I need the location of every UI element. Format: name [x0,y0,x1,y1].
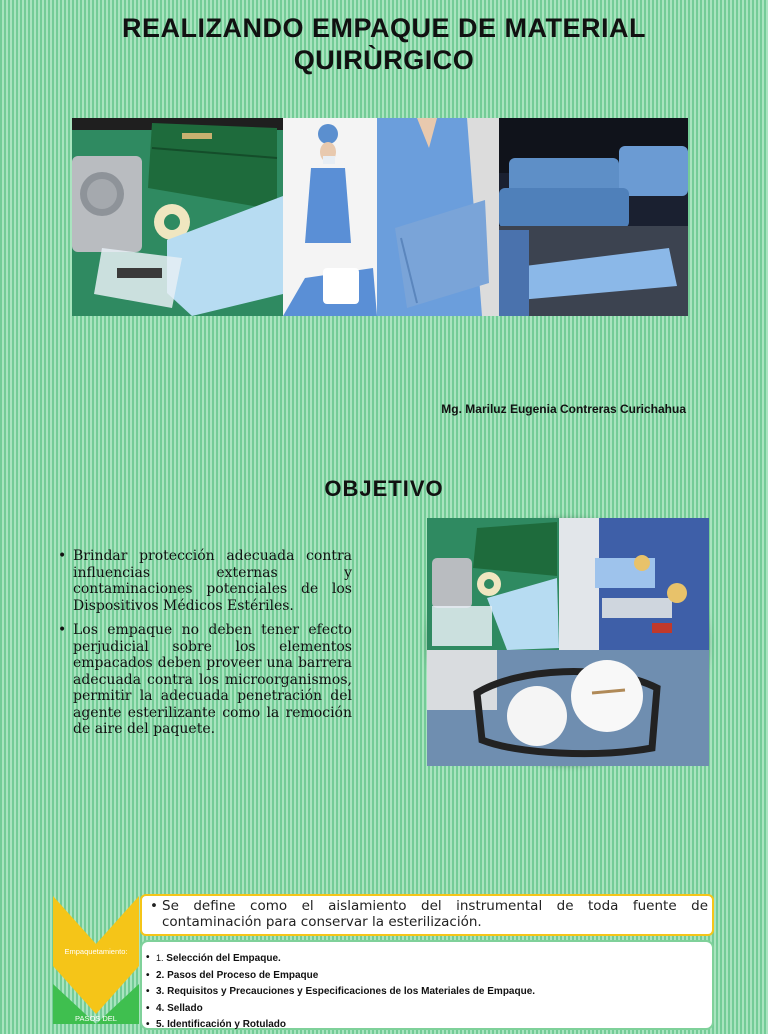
photo-sterile-kit [72,118,283,316]
chevron-top-label: Empaquetamiento: [64,947,128,956]
chevron-column [53,896,139,1024]
objective-bullet-1: • Brindar protección adecuada contra influencias externas y contaminaciones potenciales de los Dispositivos Médicos Estériles. [58,548,352,614]
chevron-bottom-label: PASOS DEL [75,1014,117,1023]
slide-title-line1: REALIZANDO EMPAQUE DE MATERIAL [122,13,646,43]
objective-bullets [58,548,352,746]
steps-list [146,950,706,1034]
steps-box [140,940,714,1030]
step-item-1 [146,950,706,968]
step-item-3-text: 3. Requisitos y Precauciones y Especificaciones de los Materiales de Empaque. [156,986,536,997]
step-item-2 [146,968,706,985]
author-name: Mg. Mariluz Eugenia Contreras Curichahua [441,402,686,416]
definition-box [140,894,714,936]
packaging-photo-collage [72,118,688,316]
definition-text: • Se define como el aislamiento del instrumental de toda fuente de contaminación para conservar la esterilización. [150,898,708,930]
step-item-5 [146,1017,706,1034]
step-item-4 [146,1001,706,1018]
photo-nurse-wrapping [283,118,377,316]
slide-title-line2: QUIRÙRGICO [293,45,475,75]
slide-title [40,12,728,76]
step-item-1-text: Selección del Empaque. [166,953,281,964]
objective-photo-oval [427,518,709,766]
step-item-2-text: 2. Pasos del Proceso de Empaque [156,969,319,981]
photo-holding-pack [377,118,499,316]
step-item-4-text: 4. Sellado [156,1002,203,1014]
objective-heading: OBJETIVO [324,476,444,501]
photo-stacked-packs [499,118,688,316]
objective-bullet-2: • Los empaque no deben tener efecto perjudicial sobre los elementos empacados deben proveer una barrera adecuada contra los microorganismos, permitir la adecuada penetración del agente esterilizante como la remoción de aire del paquete. [58,622,352,738]
step-item-3 [146,984,706,1001]
step-item-5-text: 5. Identificación y Rotulado [156,1019,287,1030]
step-item-1-number: 1. [156,953,164,963]
